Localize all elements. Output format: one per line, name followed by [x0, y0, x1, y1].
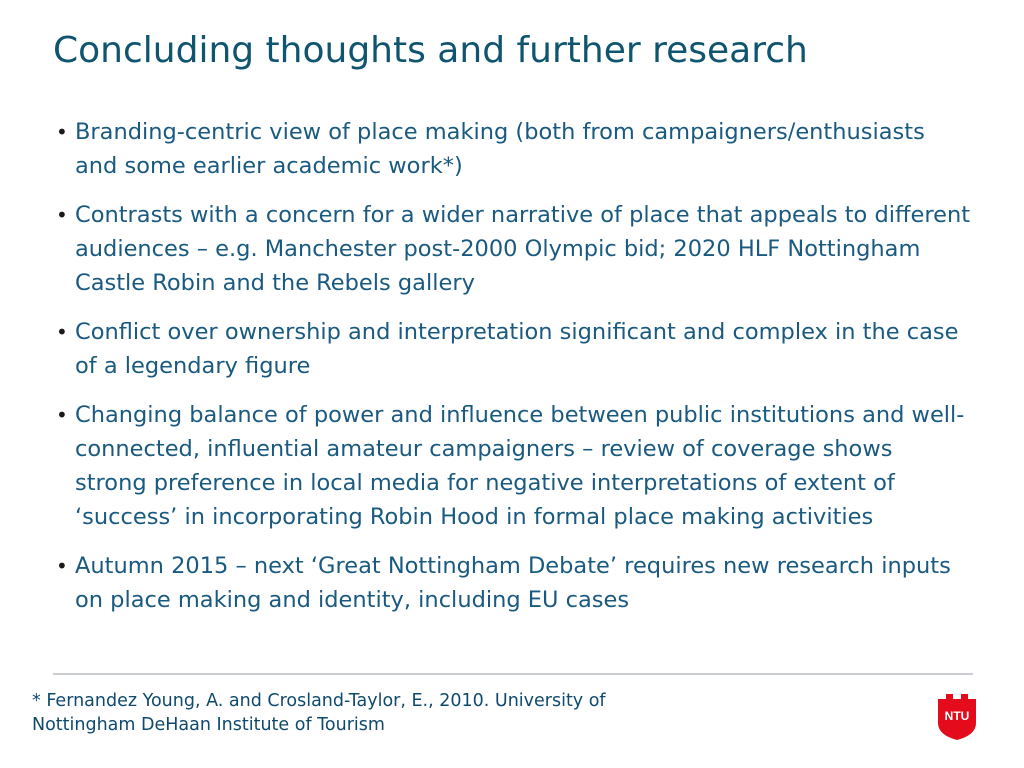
bullet-text: Changing balance of power and influence between public institutions and well-connected, influential amateur campaigners – review of coverage shows strong preference in local media for negative interpretations of extent of ‘success’ in incorporating Robin Hood in formal place making activities — [75, 402, 965, 530]
bullet-dot-icon: • — [56, 403, 68, 427]
bullet-text: Branding-centric view of place making (both from campaigners/enthusiasts and some earlier academic work*) — [75, 119, 925, 179]
bullet-item — [56, 315, 971, 383]
bullet-text: Conflict over ownership and interpretation significant and complex in the case of a legendary figure — [75, 319, 959, 379]
bullet-item — [56, 398, 971, 534]
bullet-dot-icon: • — [56, 120, 68, 144]
bullet-item — [56, 115, 971, 183]
slide-title: Concluding thoughts and further research — [53, 30, 808, 71]
logo-notch-right — [968, 694, 976, 699]
ntu-shield-icon — [937, 693, 977, 741]
logo-text: NTU — [944, 709, 970, 723]
bullet-item — [56, 198, 971, 300]
bullet-dot-icon: • — [56, 320, 68, 344]
bullet-item — [56, 549, 971, 617]
bullet-list — [56, 115, 971, 632]
bullet-text: Autumn 2015 – next ‘Great Nottingham Debate’ requires new research inputs on place making and identity, including EU cases — [75, 553, 951, 613]
logo-notch-left — [938, 694, 946, 699]
bullet-dot-icon: • — [56, 203, 68, 227]
ntu-logo-icon — [937, 693, 977, 741]
footnote: * Fernandez Young, A. and Crosland-Taylor, E., 2010. University of Nottingham DeHaan Institute of Tourism — [32, 691, 606, 735]
logo-notch-center — [953, 694, 961, 699]
footer-divider — [53, 673, 973, 675]
bullet-dot-icon: • — [56, 554, 68, 578]
bullet-text: Contrasts with a concern for a wider narrative of place that appeals to different audiences – e.g. Manchester post-2000 Olympic bid; 2020 HLF Nottingham Castle Robin and the Rebels gallery — [75, 202, 971, 296]
